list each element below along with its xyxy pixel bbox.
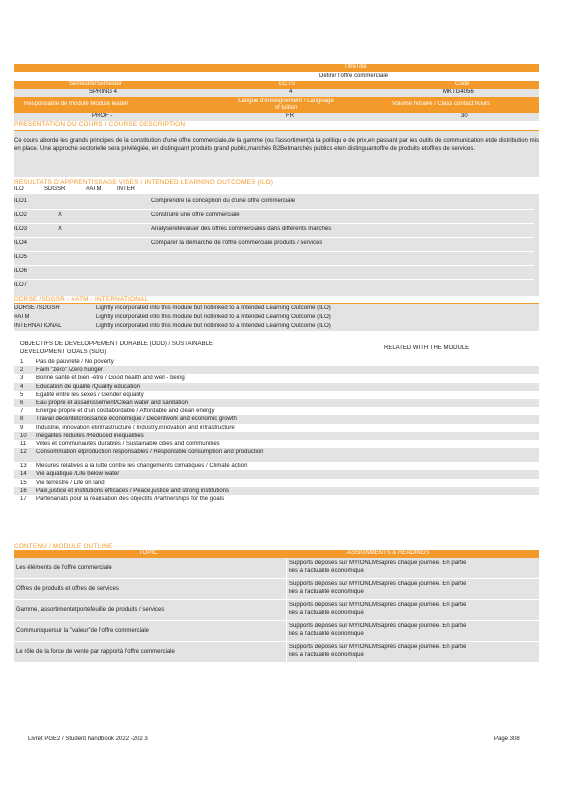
outline-row (14, 642, 539, 662)
sdg-section (14, 341, 539, 551)
outline-row (14, 621, 539, 641)
sdg-row (14, 487, 539, 495)
sdg-label: Mesures relatives à la lutte contre les changements climatiques / Climate action (36, 463, 248, 470)
ilo-row (14, 224, 534, 238)
sdg-number: 6 (20, 400, 24, 406)
ilo-heading: RESULTATS D'APPRENTISSAGE VISES / INTENDED LEARNING OUTCOMES (ILO) (14, 179, 274, 186)
assignment-line-2: liés à l'actualité économique (289, 652, 364, 658)
sdg-number: 10 (20, 432, 27, 439)
outline-assignment (287, 600, 539, 620)
sdg-label: Faim "zéro" /Zero hunger (36, 367, 103, 374)
dd-row-text: Lightly incorporated into this module but notlinked to a Intended Learning Outcome (ILO) (96, 305, 331, 311)
sdg-row (14, 432, 539, 440)
dd-row-name: DDRSE /SDGSR (14, 305, 60, 311)
outline-row (14, 558, 539, 578)
definition-row (14, 72, 539, 81)
dd-row (14, 314, 539, 322)
sdg-label: Inégalités réduites /Reduced inequalities (36, 432, 144, 439)
sdg-row (14, 366, 539, 374)
sdg-number: 11 (20, 441, 27, 447)
handbook-page (14, 64, 539, 663)
ects-label: ECTS (279, 81, 296, 87)
outline-row (14, 600, 539, 620)
sdg-row (14, 399, 539, 407)
sdg-label: Egalité entre les sexes / Gender equality (36, 391, 144, 398)
dd-table (14, 304, 539, 331)
sdg-label: Consommation etproduction responsables / Responsible consumption and production (36, 449, 264, 456)
ilo-row (14, 266, 534, 280)
sdg-row (14, 424, 539, 432)
assignment-line-2: liés à l'actualité économique (289, 589, 364, 595)
volume-label: Volume horaire / Class contact hours (392, 101, 491, 107)
sdg-label: Education de qualité /Quality education (36, 383, 141, 390)
assignment-line-2: liés à l'actualité économique (289, 568, 364, 574)
responsible-label: Responsable de module Module leader (24, 101, 129, 107)
dd-row (14, 323, 539, 331)
sdg-label: Vie terrestre / Life on land (36, 479, 105, 486)
outline-row (14, 579, 539, 599)
sdg-number: 1 (20, 359, 24, 365)
ilo-id: ILO6 (14, 268, 28, 274)
assignment-line-2: liés à l'actualité économique (289, 631, 364, 637)
sdg-number: 17 (20, 496, 27, 502)
ilo-row (14, 210, 534, 224)
ilo-id: ILO1 (14, 198, 28, 204)
page-number: Page 308 (494, 736, 520, 742)
sdg-number: 4 (20, 383, 24, 390)
ilo-id: ILO4 (14, 240, 28, 246)
sdg-label: Travail décentetcroissance économique / Decentwork and economic growth (36, 416, 237, 423)
dd-row (14, 305, 539, 313)
ilo-id: ILO3 (14, 226, 28, 232)
ilo-row (14, 252, 534, 266)
sdg-number: 12 (20, 449, 27, 456)
sdg-heading-2: DEVELOPMENT GOALS (SDG) (20, 349, 107, 355)
sdg-number: 5 (20, 391, 24, 398)
ilo-id: ILO7 (14, 282, 28, 288)
sdg-number: 13 (20, 463, 27, 470)
presentation-text: Ce cours aborde les grands principes de la constitution d'une offre commerciale,de la gamme (ou l'assortiment)à la politiqu e de prix,en passant par ies outils de communication etde distribution mis en place. Une approche sectorielle sera privilégiée, en distinguant produits grand public,marchés B2Betmarchés publics eten distinguantoffre de produits etoffres de services. (14, 131, 539, 177)
ilo-sdg-mark: X (58, 226, 63, 232)
ilo-text: Comprendre la conception du d'une offre commerciale (151, 198, 296, 204)
sdg-row (14, 495, 539, 503)
sdg-row (14, 407, 539, 415)
sdg-label: Industrie, innovation etinfrastructure / Industry,innovation and infrastructure (36, 424, 235, 431)
sdg-row (14, 391, 539, 399)
sdg-row (14, 358, 539, 366)
ilo-col-atm: #ATM (86, 186, 102, 192)
assignment-line-1: Supports déposés sur MYIONLMSaprès chaque journée. En partie (289, 581, 467, 587)
ilo-sdg-mark: X (58, 212, 63, 218)
dd-row-text: Lightly incorporated into this module but notlinked to a Intended Learning Outcome (ILO) (96, 314, 331, 320)
sdg-row (14, 470, 539, 478)
responsible-header-row (14, 97, 539, 113)
sdg-label: Bonne santé et bien -être / Good health and well - being (36, 375, 185, 382)
assignment-line-1: Supports déposés sur MYIONLMSaprès chaque journée. En partie (289, 644, 467, 650)
meta-header-row (14, 81, 539, 89)
ilo-row (14, 196, 534, 210)
module-title: TitreTitle (344, 64, 367, 70)
sdg-label: Villes et communautés durables / Sustainable cities and communities (36, 441, 220, 447)
contenu-heading: CONTENU / MODULE OUTLINE (14, 543, 113, 550)
dd-row-name: INTERNATIONAL (14, 323, 62, 329)
presentation-heading: PRESENTATION DU COURS / COURSE DESCRIPTION (14, 121, 539, 131)
outline-topic: Offres de produits et offres de services (14, 579, 286, 599)
dd-row-text: Lightly incorporated into this module but notlinked to a Intended Learning Outcome (ILO) (96, 323, 331, 329)
outline-topic: Communiquersur la "valeur"de l'offre commerciale (14, 621, 286, 641)
outline-assignment (287, 621, 539, 641)
ilo-col-sdg: SDGSR (44, 186, 66, 192)
ilo-id: ILO5 (14, 254, 28, 260)
sdg-row (14, 374, 539, 382)
module-definition: Définir l'offre commerciale (319, 73, 389, 79)
language-label: Langue d'enseignement / Language of tuition (238, 98, 334, 111)
ilo-col-inter: INTER (117, 186, 135, 192)
sdg-number: 16 (20, 487, 27, 494)
sdg-number: 8 (20, 416, 24, 423)
code-value: MKTG4056 (443, 89, 474, 95)
ilo-row (14, 238, 534, 252)
dd-row-name: #ATM (14, 314, 30, 320)
title-row (14, 64, 539, 72)
semester-label: Semestre/Semester (69, 81, 123, 87)
sdg-number: 15 (20, 479, 27, 486)
outline-topic: Le rôle de la force de vente par rapportà l'offre commerciale (14, 642, 286, 662)
sdg-number: 2 (20, 367, 24, 374)
sdg-label: Paix,justice et institutions efficaces / Peace,justice and strong institutions (36, 487, 229, 494)
responsible-value: PROF - (92, 113, 113, 119)
col-topic: TOPIC (139, 550, 158, 556)
sdg-number: 9 (20, 424, 24, 431)
sdg-row (14, 383, 539, 391)
code-label: Code (455, 81, 470, 87)
assignment-line-1: Supports déposés sur MYIONLMSaprès chaque journée. En partie (289, 560, 467, 566)
sdg-label: Eau propre et assainissement/Clean water and sanitation (36, 400, 189, 406)
ilo-text: Comparer la démarche de l'offre commerciale produits / services (151, 240, 323, 246)
sdg-number: 7 (20, 408, 24, 415)
sdg-label: Vie aquatique /Life below water (36, 471, 120, 478)
assignment-line-1: Supports déposés sur MYIONLMSaprès chaque journée. En partie (289, 623, 467, 629)
dd-heading: DDRSE /SDGSR - #ATM - INTERNATIONAL (14, 296, 539, 304)
volume-value: 30 (461, 113, 468, 119)
sdg-label: Partenariats pour la réalisation des objectifs /Partnerships for the goals (36, 496, 225, 502)
outline-topic: Les éléments de l'offre commerciale (14, 558, 286, 578)
contenu-header-row (14, 550, 539, 558)
ilo-col-ilo: ILO (14, 186, 24, 192)
sdg-row (14, 479, 539, 487)
ilo-id: ILO2 (14, 212, 28, 218)
sdg-row (14, 440, 539, 448)
ilo-text: Construire une offre commerciale (151, 212, 240, 218)
outline-assignment (287, 642, 539, 662)
sdg-number: 3 (20, 375, 24, 382)
sdg-row (14, 448, 539, 462)
sdg-related-label: RELATED WITH THE MODULE (384, 345, 470, 351)
outline-assignment (287, 579, 539, 599)
semester-value: SPRING 4 (89, 89, 118, 95)
ilo-row (14, 280, 534, 293)
assignment-line-2: liés à l'actualité économique (289, 610, 364, 616)
outline-topic: Gamme, assortimentetportefeuille de produits / services (14, 600, 286, 620)
sdg-label: Energie propre et d'un coûtabordable / Affordable and clean energy (36, 408, 215, 415)
ilo-column-headers (14, 186, 539, 194)
responsible-value-row (14, 113, 539, 121)
sdg-label: Pas de pauvreté / No poverty (36, 359, 114, 365)
language-value: FR (286, 113, 294, 119)
meta-value-row (14, 89, 539, 97)
ects-value: 4 (289, 89, 293, 95)
ilo-text: Analyseretévaluer des offres commerciales dans différents marchés (151, 226, 332, 232)
sdg-heading: OBJECTIFS DE DEVELOPPEMENT DURABLE (ODD) / SUSTAINABLE (20, 341, 213, 347)
footer-left: Livret PGE2 / Student handbook 2022 -202 3 (28, 736, 148, 742)
col-assignments: ASSIGNMENTS & READINGS (347, 550, 430, 556)
sdg-row (14, 462, 539, 470)
contenu-table (14, 558, 539, 663)
ilo-table (14, 194, 539, 296)
assignment-line-1: Supports déposés sur MYIONLMSaprès chaque journée. En partie (289, 602, 467, 608)
sdg-row (14, 415, 539, 423)
sdg-number: 14 (20, 471, 27, 478)
outline-assignment (287, 558, 539, 578)
